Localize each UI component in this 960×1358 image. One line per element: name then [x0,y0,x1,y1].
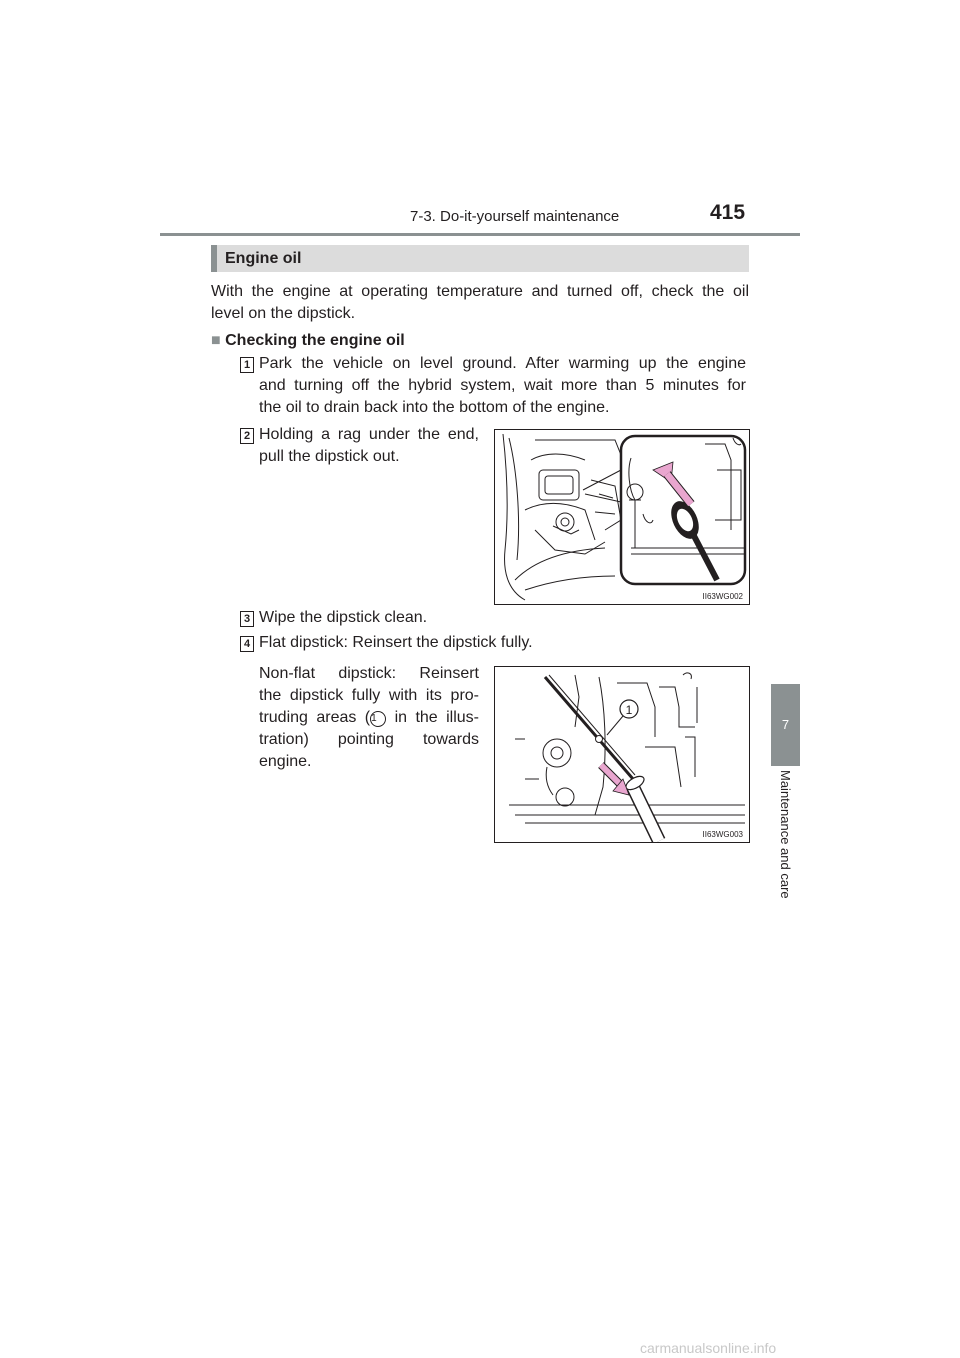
figure-2-callout-1: 1 [625,703,633,717]
figure-engine-bay-dipstick [494,429,750,605]
step-4-nonflat-line-4: tration) pointing towards [259,731,479,748]
step-4-nonflat-line-5: engine. [259,753,312,770]
step-1-line-3: the oil to drain back into the bottom of the engine. [259,399,610,416]
line-3-pre: truding areas ( [259,709,371,726]
site-watermark: carmanualsonline.info [640,1340,777,1356]
chapter-tab-label-text: Maintenance and care [778,770,793,899]
step-1-number: 1 [240,357,254,373]
step-4-nonflat-line-1: Non-flat dipstick: Reinsert [259,665,479,682]
dipstick-insertion-illustration [495,667,749,842]
subsection-title: Checking the engine oil [225,332,405,349]
intro-line-1: With the engine at operating temperature and turned off, check the oil [211,283,749,300]
step-4-nonflat-text [259,663,479,773]
figure-2-code: II63WG003 [702,830,743,839]
running-header-section: 7-3. Do-it-yourself maintenance [410,208,620,225]
page-number: 415 [710,201,746,224]
engine-bay-illustration [495,430,749,604]
step-2-line-1: Holding a rag under the end, [259,426,479,443]
figure-dipstick-insertion [494,666,750,843]
step-2-text [259,424,479,468]
figure-1-code: II63WG002 [702,592,743,601]
step-3-number: 3 [240,611,254,627]
step-1-line-1: Park the vehicle on level ground. After warming up the engine [259,355,746,372]
step-1-text [259,353,746,419]
intro-paragraph [211,281,749,325]
subsection-heading [211,330,405,352]
header-rule [160,233,800,236]
section-title: Engine oil [225,250,302,267]
step-2-number: 2 [240,428,254,444]
step-4-nonflat-line-3 [259,707,479,729]
step-4-text: Flat dipstick: Reinsert the dipstick fully. [259,634,533,651]
step-4-number: 4 [240,636,254,652]
step-4-nonflat-line-2: the dipstick fully with its pro- [259,687,479,704]
chapter-tab-number: 7 [771,684,800,766]
step-1-line-2: and turning off the hybrid system, wait more than 5 minutes for [259,377,746,394]
line-3-post: in the illus- [386,709,480,726]
chapter-tab-label [771,766,800,956]
step-2-line-2: pull the dipstick out. [259,448,400,465]
callout-1-inline-icon: 1 [370,711,386,727]
intro-line-2: level on the dipstick. [211,305,356,322]
step-3-text: Wipe the dipstick clean. [259,609,428,626]
square-bullet-icon: ■ [211,332,221,349]
